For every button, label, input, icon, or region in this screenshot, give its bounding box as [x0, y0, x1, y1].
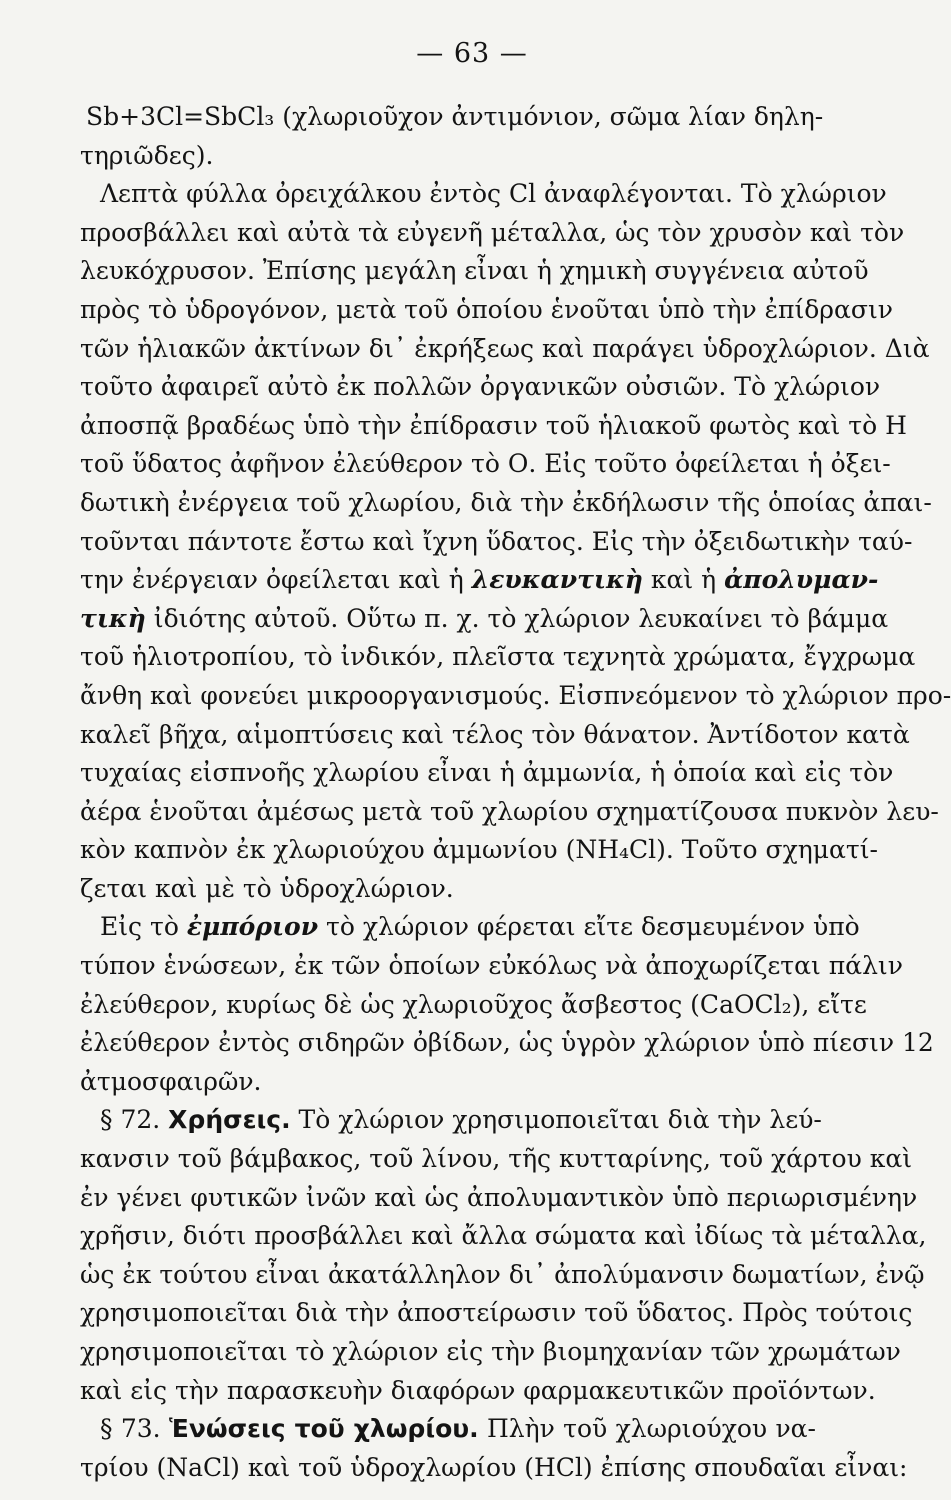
text-line: λευκόχρυσον. Ἐπίσης μεγάλη εἶναι ἡ χημικὴ συγγένεια αὐτοῦ	[80, 256, 869, 286]
text-line: χρησιμοποιεῖται τὸ χλώριον εἰς τὴν βιομηχανίαν τῶν χρωμάτων	[80, 1337, 901, 1366]
text-line: την ἐνέργειαν ὀφείλεται καὶ ἡ λευκαντικὴ καὶ ἡ ἀπολυμαν-	[80, 565, 879, 595]
text-line: προσβάλλει καὶ αὐτὰ τὰ εὐγενῆ μέταλλα, ὡς τὸν χρυσὸν καὶ τὸν	[80, 217, 905, 247]
text-line: τικὴ ἰδιότης αὐτοῦ. Οὕτω π. χ. τὸ χλώριον λευκαίνει τὸ βάμμα	[80, 603, 889, 633]
text-line: τοῦνται πάντοτε ἔστω καὶ ἴχνη ὕδατος. Εἰς τὴν ὀξειδωτικὴν ταύ-	[80, 526, 913, 556]
text-line: τρίου (NaCl) καὶ τοῦ ὑδροχλωρίου (HCl) ἐπίσης σπουδαῖαι εἶναι:	[80, 1452, 908, 1482]
emphasized-term: ἀπολυμαν-	[724, 565, 879, 595]
text-line: Sb+3Cl=SbCl₃ (χλωριοῦχον ἀντιμόνιον, σῶμα λίαν δηλη-	[86, 102, 824, 131]
text-line: τοῦ ὕδατος ἀφῆνον ἐλεύθερον τὸ Ο. Εἰς τοῦτο ὀφείλεται ἡ ὀξει-	[80, 449, 891, 479]
text-line: Εἰς τὸ ἐμπόριον τὸ χλώριον φέρεται εἴτε δεσμευμένον ὑπὸ	[100, 912, 860, 942]
text-line: πρὸς τὸ ὑδρογόνον, μετὰ τοῦ ὁποίου ἑνοῦται ὑπὸ τὴν ἐπίδρασιν	[80, 294, 893, 324]
text-line: τύπον ἑνώσεων, ἐκ τῶν ὁποίων εὐκόλως νὰ ἀποχωρίζεται πάλιν	[80, 951, 903, 981]
text-line: κανσιν τοῦ βάμβακος, τοῦ λίνου, τῆς κυτταρίνης, τοῦ χάρτου καὶ	[80, 1144, 913, 1174]
text-line: ἐν γένει φυτικῶν ἰνῶν καὶ ὡς ἀπολυμαντικὸν ὑπὸ περιωρισμένην	[80, 1182, 918, 1212]
text-line: ἐλεύθερον, κυρίως δὲ ὡς χλωριοῦχος ἄσβεστος (CaOCl₂), εἴτε	[80, 989, 867, 1019]
text-line: Λεπτὰ φύλλα ὀρειχάλκου ἐντὸς Cl ἀναφλέγονται. Τὸ χλώριον	[100, 179, 887, 209]
text-line: τυχαίας εἰσπνοῆς χλωρίου εἶναι ἡ ἀμμωνία, ἡ ὁποία καὶ εἰς τὸν	[80, 758, 894, 788]
text-line: χρησιμοποιεῖται διὰ τὴν ἀποστείρωσιν τοῦ ὕδατος. Πρὸς τούτοις	[80, 1298, 913, 1328]
emphasized-term: λευκαντικὴ	[471, 565, 643, 595]
text-line: τοῦτο ἀφαιρεῖ αὐτὸ ἐκ πολλῶν ὀργανικῶν οὐσιῶν. Τὸ χλώριον	[80, 372, 881, 402]
text-line: καλεῖ βῆχα, αἱμοπτύσεις καὶ τέλος τὸν θάνατον. Ἀντίδοτον κατὰ	[80, 719, 910, 749]
text-line: τῶν ἡλιακῶν ἀκτίνων δι᾿ ἐκρήξεως καὶ παράγει ὑδροχλώριον. Διὰ	[80, 333, 930, 363]
section-heading: Ἑνώσεις τοῦ χλωρίου.	[168, 1414, 479, 1444]
text-line: ἐλεύθερον ἐντὸς σιδηρῶν ὀβίδων, ὡς ὑγρὸν χλώριον ὑπὸ πίεσιν 12	[80, 1028, 934, 1058]
text-line: δωτικὴ ἐνέργεια τοῦ χλωρίου, διὰ τὴν ἐκδήλωσιν τῆς ὁποίας ἀπαι-	[80, 487, 932, 517]
text-line: ἀέρα ἑνοῦται ἀμέσως μετὰ τοῦ χλωρίου σχηματίζουσα πυκνὸν λευ-	[80, 796, 939, 826]
text-line: ἀποσπᾷ βραδέως ὑπὸ τὴν ἐπίδρασιν τοῦ ἡλιακοῦ φωτὸς καὶ τὸ Η	[80, 410, 907, 440]
section-heading: Χρήσεις.	[168, 1105, 291, 1135]
emphasized-term: ἐμπόριον	[186, 912, 319, 942]
body-text	[80, 98, 951, 1487]
text-line: § 72. Χρήσεις. Τὸ χλώριον χρησιμοποιεῖται διὰ τὴν λεύ-	[100, 1105, 822, 1135]
emphasized-term: τικὴ	[80, 603, 146, 633]
text-line: ἄνθη καὶ φονεύει μικροοργανισμούς. Εἰσπνεόμενον τὸ χλώριον προ-	[80, 680, 951, 710]
text-line: τηριῶδες).	[80, 140, 214, 170]
page-number: — 63 —	[416, 38, 528, 69]
text-line: καὶ εἰς τὴν παρασκευὴν διαφόρων φαρμακευτικῶν προϊόντων.	[80, 1375, 876, 1405]
text-line: χρῆσιν, διότι προσβάλλει καὶ ἄλλα σώματα καὶ ἰδίως τὰ μέταλλα,	[80, 1221, 927, 1251]
text-line: § 73. Ἑνώσεις τοῦ χλωρίου. Πλὴν τοῦ χλωριούχου να-	[100, 1414, 816, 1444]
text-line: ἀτμοσφαιρῶν.	[80, 1066, 262, 1096]
text-line: κὸν καπνὸν ἐκ χλωριούχου ἀμμωνίου (NH₄Cl). Τοῦτο σχηματί-	[80, 835, 878, 865]
text-line: ζεται καὶ μὲ τὸ ὑδροχλώριον.	[80, 873, 454, 903]
text-line: τοῦ ἡλιοτροπίου, τὸ ἰνδικόν, πλεῖστα τεχνητὰ χρώματα, ἔγχρωμα	[80, 642, 916, 672]
text-line: ὡς ἐκ τούτου εἶναι ἀκατάλληλον δι᾿ ἀπολύμανσιν δωματίων, ἐνῷ	[80, 1259, 925, 1289]
